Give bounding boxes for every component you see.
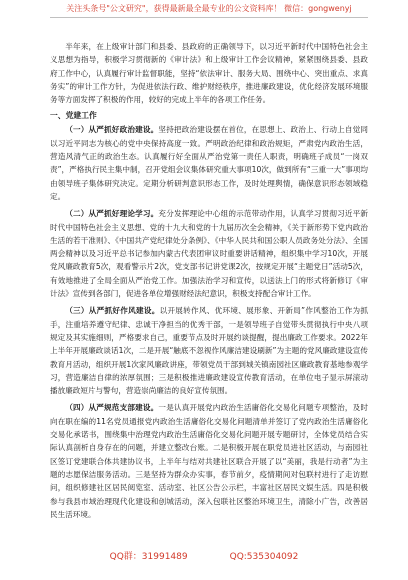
subsection-text: 坚持把政治建设摆在首位，在思想上、政治上、行动上自觉同以习近平同志为核心的党中央保持高度一致。严明政治纪律和政治规矩，严肃党内政治生活，营造风清气正的政治生态。认真履行好全面从严治党第一责任人职责，明确班子成员“一岗双责”，严格执行民主集中制，召开党组会议集体研究重大事项10次，做到所有“三重一大”事项均由领导班子集体研究决定。定期分析研判意识形态工作，及时处理舆情，确保意识形态领域稳定。 xyxy=(50,125,369,201)
section-heading-party-building: 一、党建工作 xyxy=(50,111,97,121)
subsection-branch-building xyxy=(50,401,368,521)
page-header-banner: 关注头条号"公文研究"，获得最新最全最专业的公文资料库！ 微信：gongwenyj xyxy=(66,4,352,13)
subsection-theory-study xyxy=(50,207,368,300)
header-divider xyxy=(50,17,368,18)
subsection-text: 一是认真开展党内政治生活庸俗化交易化问题专项整治，及时向在职在编的11名党员通报党内政治生活庸俗化交易化问题清单并签订了党内政治生活庸俗化交易化承诺书，围绕集中治理党内政治生活庸俗化交易化问题开展专题研讨，全体党员结合实际认真剖析自身存在的问题，并建立整改台账。二是积极开展在职党员进社区活动，与南园社区签订党建联合体共建协议书，上半年与结对共建社区联合开展了以“美丽，我是行动者”为主题的志愿保洁服务活动。三是坚持为群众办实事，春节前夕，疫情期间对包联村进行了走访慰问，组织修建社区居民阅览室、活动室、社区公告公示栏，丰富社区居民文娱生活。四是积极参与我县市域治理现代化建设和创城活动，深入包联社区整治环境卫生，清除小广告，改善居民生活环境。 xyxy=(50,403,369,519)
intro-paragraph: 半年来，在上级审计部门和县委、县政府的正确领导下，以习近平新时代中国特色社会主义思想为指导，积极学习贯彻新的《审计法》和上级审计工作会议精神，紧紧围绕县委、县政府工作中心，认真履行审计监督职能，坚持“依法审计、服务大局、围绕中心、突出重点、求真务实”的审计工作方针，为促进依法行政、维护财经秩序，推进廉政建设，优化经济发展环境服务等方面发挥了积极的作用，较好的完成上半年的各项工作任务。 xyxy=(50,42,368,105)
document-body xyxy=(50,40,368,521)
subsection-text: 以开展转作风、优环境、展形象、开新局”作风整治工作为抓手，注重培养遵守纪律、忠诚干净担当的优秀干部，一是领导班子自觉带头贯彻执行中央八项规定及其实施细则，严格要求自己，重要节点及时开展约谈提醒，提出廉政工作要求。2022年上半年开展廉政谈话1次，二是开展“触底不忽视作风廉洁建设刷新”为主题的党风廉政建设宣传教育月活动，组织开展1次家风廉政讲座，带领党员干部到城关镇南园社区廉政教育基地参观学习，营造廉洁自律的浓厚氛围；三是积极推进廉政建设宣传教育活动，在单位电子显示屏滚动播放廉政短片与警句，营造崇尚廉洁的良好宣传氛围。 xyxy=(50,306,369,396)
subsection-work-style xyxy=(50,304,368,397)
subsection-text: 充分发挥理论中心组的示范带动作用，认真学习贯彻习近平新时代中国特色社会主义思想、党的十九大和党的十九届历次全会精神，《关于新形势下党内政治生活的若干准则》、《中国共产党纪律处分条例》、《中华人民共和国公职人员政务处分法》、全国两会精神以及习近平总书记参加内蒙古代表团审议时重要讲话精神，组织集中学习10次，开展党风廉政教育5次，观看警示片2次，党支部书记讲党课2次，按规定开展“主题党日”活动5次，有效地推进了全局全面从严治党工作。加强法治学习和宣传，以送法上门的形式将新修订《审计法》宣传到各部门，促进各单位增强财经法纪意识，积极支持配合审计工作。 xyxy=(50,209,369,299)
page-footer xyxy=(0,551,408,563)
subsection-title: （三）从严抓好作风建设。 xyxy=(65,306,160,316)
footer-qq-group: QQ群：31991489 xyxy=(109,552,188,562)
subsection-political-building xyxy=(50,123,368,203)
subsection-title: （一）从严抓好政治建设。 xyxy=(65,125,159,135)
subsection-title: （四）从严规范支部建设。 xyxy=(65,403,159,413)
subsection-title: （二）从严抓好理论学习。 xyxy=(65,209,159,219)
footer-qq-contact: QQ:535304092 xyxy=(229,552,299,562)
